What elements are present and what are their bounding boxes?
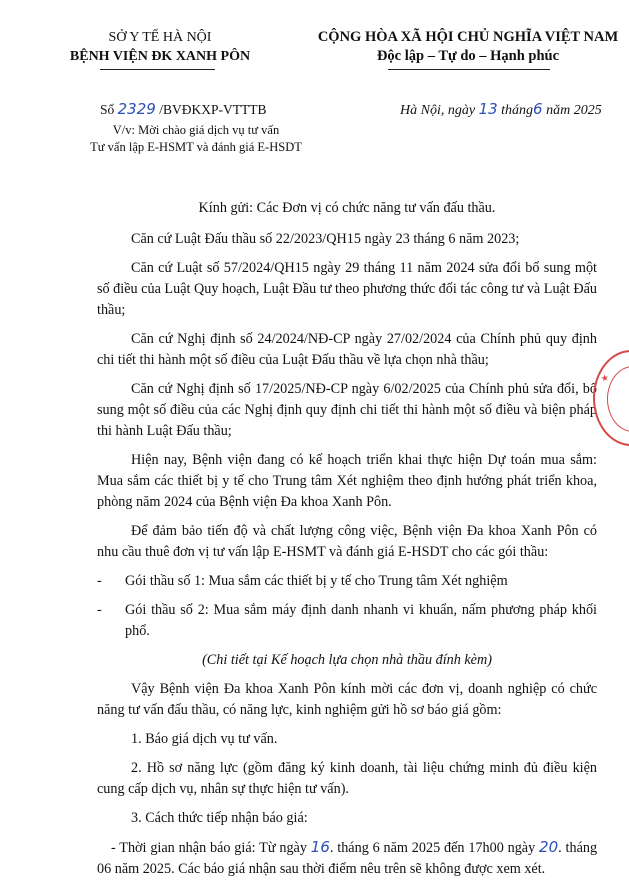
date-day-handwritten: 13 (478, 100, 498, 118)
package-item-2 (97, 600, 597, 642)
issuer-hospital: BỆNH VIỆN ĐK XANH PÔN (69, 49, 251, 64)
bullet-dash: - (97, 602, 102, 618)
seal-mark: ★ (600, 373, 611, 385)
ref-prefix: Số (100, 102, 115, 117)
time-middle: tháng 6 năm 2025 đến 17h00 ngày (337, 840, 536, 856)
legal-basis-2: Căn cứ Luật số 57/2024/QH15 ngày 29 tháng 11 năm 2024 sửa đổi bổ sung một số điều của Luật Quy hoạch, Luật Đầu tư theo phương thức đối tác công tư và Luật Đấu thầu; (97, 260, 597, 318)
national-motto: Độc lập – Tự do – Hạnh phúc (376, 48, 560, 64)
subject-line-1: V/v: Mời chào giá dịch vụ tư vấn (112, 123, 280, 137)
legal-basis-1: Căn cứ Luật Đấu thầu số 22/2023/QH15 ngày 23 tháng 6 năm 2023; (131, 231, 520, 247)
package-item-1 (97, 571, 597, 592)
attachment-note: (Chi tiết tại Kế hoạch lựa chọn nhà thầu đính kèm) (202, 652, 492, 668)
requirement-item-2: 2. Hồ sơ năng lực (gồm đăng ký kinh doanh, tài liệu chứng minh đủ điều kiện cung cấp dịch vụ, nhân sự thực hiện tư vấn). (97, 760, 597, 797)
package-item-2-text: Gói thầu số 2: Mua sắm máy định danh nhanh vi khuẩn, nấm phương pháp khối phổ. (125, 602, 597, 639)
submission-time: - Thời gian nhận báo giá: Từ ngày 16. tháng 6 năm 2025 đến 17h00 ngày 20. tháng 06 năm 2025. Các báo giá nhận sau thời điểm nêu trên sẽ không được xem xét. (97, 838, 598, 877)
subject-line-2: Tư vấn lập E-HSMT và đánh giá E-HSDT (90, 140, 302, 154)
ref-suffix: /BVĐKXP-VTTTB (159, 102, 267, 117)
issuer-underline (100, 69, 215, 70)
requirement-item-1: 1. Báo giá dịch vụ tư vấn. (131, 731, 278, 747)
ref-number-handwritten: 2329 (117, 100, 156, 118)
legal-basis-3: Căn cứ Nghị định số 24/2024/NĐ-CP ngày 27/02/2024 của Chính phủ quy định chi tiết thi hành một số điều của Luật Đấu thầu về lựa chọn nhà thầu; (97, 331, 597, 368)
date-prefix: Hà Nội, ngày (400, 103, 476, 118)
time-suffix: tháng 06 năm 2025. Các báo giá nhận sau thời điểm nêu trên sẽ không được xem xét. (97, 840, 598, 877)
letter-body (97, 198, 597, 888)
document-subject (66, 122, 326, 156)
time-from-day-handwritten: 16 (310, 838, 330, 856)
document-number (100, 100, 266, 119)
invitation-paragraph: Vậy Bệnh viện Đa khoa Xanh Pôn kính mời các đơn vị, doanh nghiệp có chức năng tư vấn đấu thầu, có năng lực, kinh nghiệm gửi hồ sơ báo giá gồm: (97, 681, 597, 718)
seal-inner-ring (607, 366, 629, 432)
red-seal-stamp (593, 350, 629, 446)
issuer-department: SỞ Y TẾ HÀ NỘI (108, 30, 212, 45)
legal-basis-4: Căn cứ Nghị định số 17/2025/NĐ-CP ngày 6/02/2025 của Chính phủ sửa đổi, bổ sung một số điều của các Nghị định quy định chi tiết thi hành một số điều và biện pháp thi hành Luật Đấu thầu; (97, 381, 597, 439)
time-prefix: - Thời gian nhận báo giá: Từ ngày (111, 840, 307, 856)
national-title: CỘNG HÒA XÃ HỘI CHỦ NGHĨA VIỆT NAM (317, 29, 619, 45)
context-paragraph: Hiện nay, Bệnh viện đang có kế hoạch triển khai thực hiện Dự toán mua sắm: Mua sắm các thiết bị y tế cho Trung tâm Xét nghiệm theo định hướng phát triển khoa, phòng năm 2024 của Bệnh viện Đa khoa Xanh Pôn. (97, 452, 597, 510)
requirement-item-3: 3. Cách thức tiếp nhận báo giá: (131, 810, 308, 826)
package-item-1-text: Gói thầu số 1: Mua sắm các thiết bị y tế cho Trung tâm Xét nghiệm (125, 573, 508, 589)
national-motto-block (316, 28, 620, 66)
issue-date (400, 100, 602, 119)
issuer-block (66, 28, 336, 66)
date-year: năm 2025 (546, 103, 602, 118)
time-to-day-handwritten: 20 (539, 838, 559, 856)
bullet-dash: - (97, 573, 102, 589)
motto-underline (388, 69, 550, 70)
need-paragraph: Để đảm bảo tiến độ và chất lượng công việc, Bệnh viện Đa khoa Xanh Pôn có nhu cầu thuê đơn vị tư vấn lập E-HSMT và đánh giá E-HSDT cho các gói thầu: (97, 523, 597, 560)
date-month-handwritten: 6 (533, 100, 543, 118)
recipient-line: Kính gửi: Các Đơn vị có chức năng tư vấn đấu thầu. (198, 200, 496, 216)
date-month-label: tháng (501, 103, 534, 118)
